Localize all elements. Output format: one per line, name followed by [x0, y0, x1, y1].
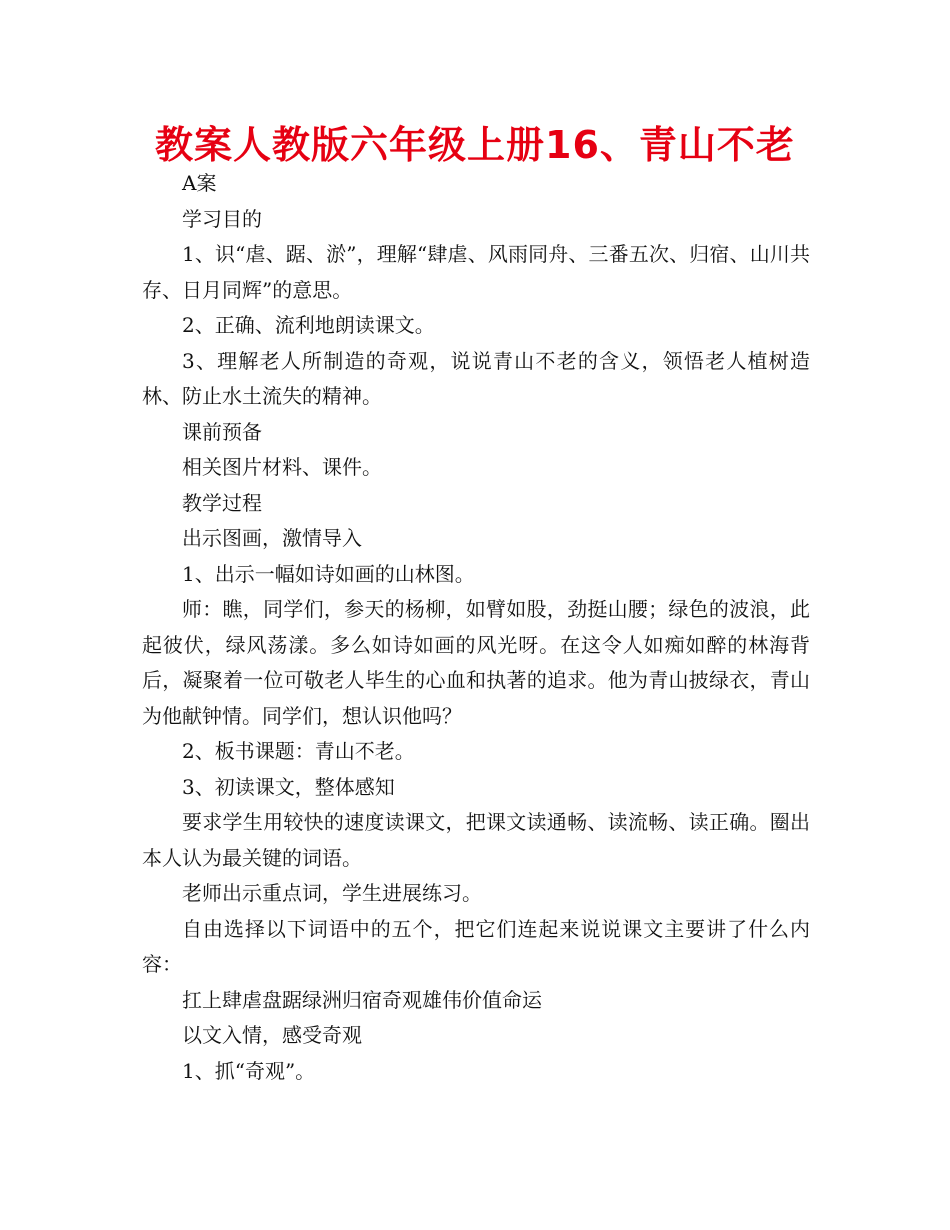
paragraph-goal-2: 2、正确、流利地朗读课文。 [182, 313, 435, 337]
paragraph-preparation: 相关图片材料、课件。 [182, 455, 382, 479]
document-title: 教案人教版六年级上册16、青山不老 [155, 123, 795, 167]
paragraph-word-list: 扛上肆虐盘踞绿洲归宿奇观雄伟价值命运 [182, 987, 542, 1012]
paragraph-learning-goals-heading: 学习目的 [182, 206, 262, 231]
paragraph-preparation-heading: 课前预备 [182, 419, 262, 444]
paragraph-intro-step-3: 3、初读课文，整体感知 [182, 774, 395, 799]
paragraph-plan-a: A案 [182, 171, 217, 195]
paragraph-section-heading: 以文入情，感受奇观 [182, 1023, 362, 1047]
paragraph-step-qiguan: 1、抓“奇观”。 [182, 1058, 316, 1083]
paragraph-reading-requirement: 要求学生用较快的速度读课文，把课文读通畅、读流畅、读正确。圈出本人认为最关键的词语。 [142, 810, 810, 870]
document-body [142, 166, 810, 1089]
paragraph-goal-3: 3、理解老人所制造的奇观，说说青山不老的含义，领悟老人植树造林、防止水土流失的精神。 [142, 348, 810, 408]
paragraph-intro-step-1: 1、出示一幅如诗如画的山林图。 [182, 561, 475, 586]
paragraph-key-words: 老师出示重点词，学生进展练习。 [182, 881, 482, 905]
paragraph-intro-heading: 出示图画，激情导入 [182, 526, 362, 550]
paragraph-exercise: 自由选择以下词语中的五个，把它们连起来说说课文主要讲了什么内容： [142, 916, 810, 976]
paragraph-teacher-speech: 师：瞧，同学们，参天的杨柳，如臂如股，劲挺山腰；绿色的波浪，此起彼伏，绿风荡漾。多么如诗如画的风光呀。在这令人如痴如醉的林海背后，凝聚着一位可敬老人毕生的心血和执著的追求。他为青山披绿衣，青山为他献钟情。同学们，想认识他吗？ [142, 597, 810, 728]
paragraph-intro-step-2: 2、板书课题：青山不老。 [182, 739, 415, 763]
paragraph-process-heading: 教学过程 [182, 490, 262, 515]
paragraph-goal-1: 1、识“虐、踞、淤”，理解“肆虐、风雨同舟、三番五次、归宿、山川共存、日月同辉”的意思。 [142, 242, 810, 302]
